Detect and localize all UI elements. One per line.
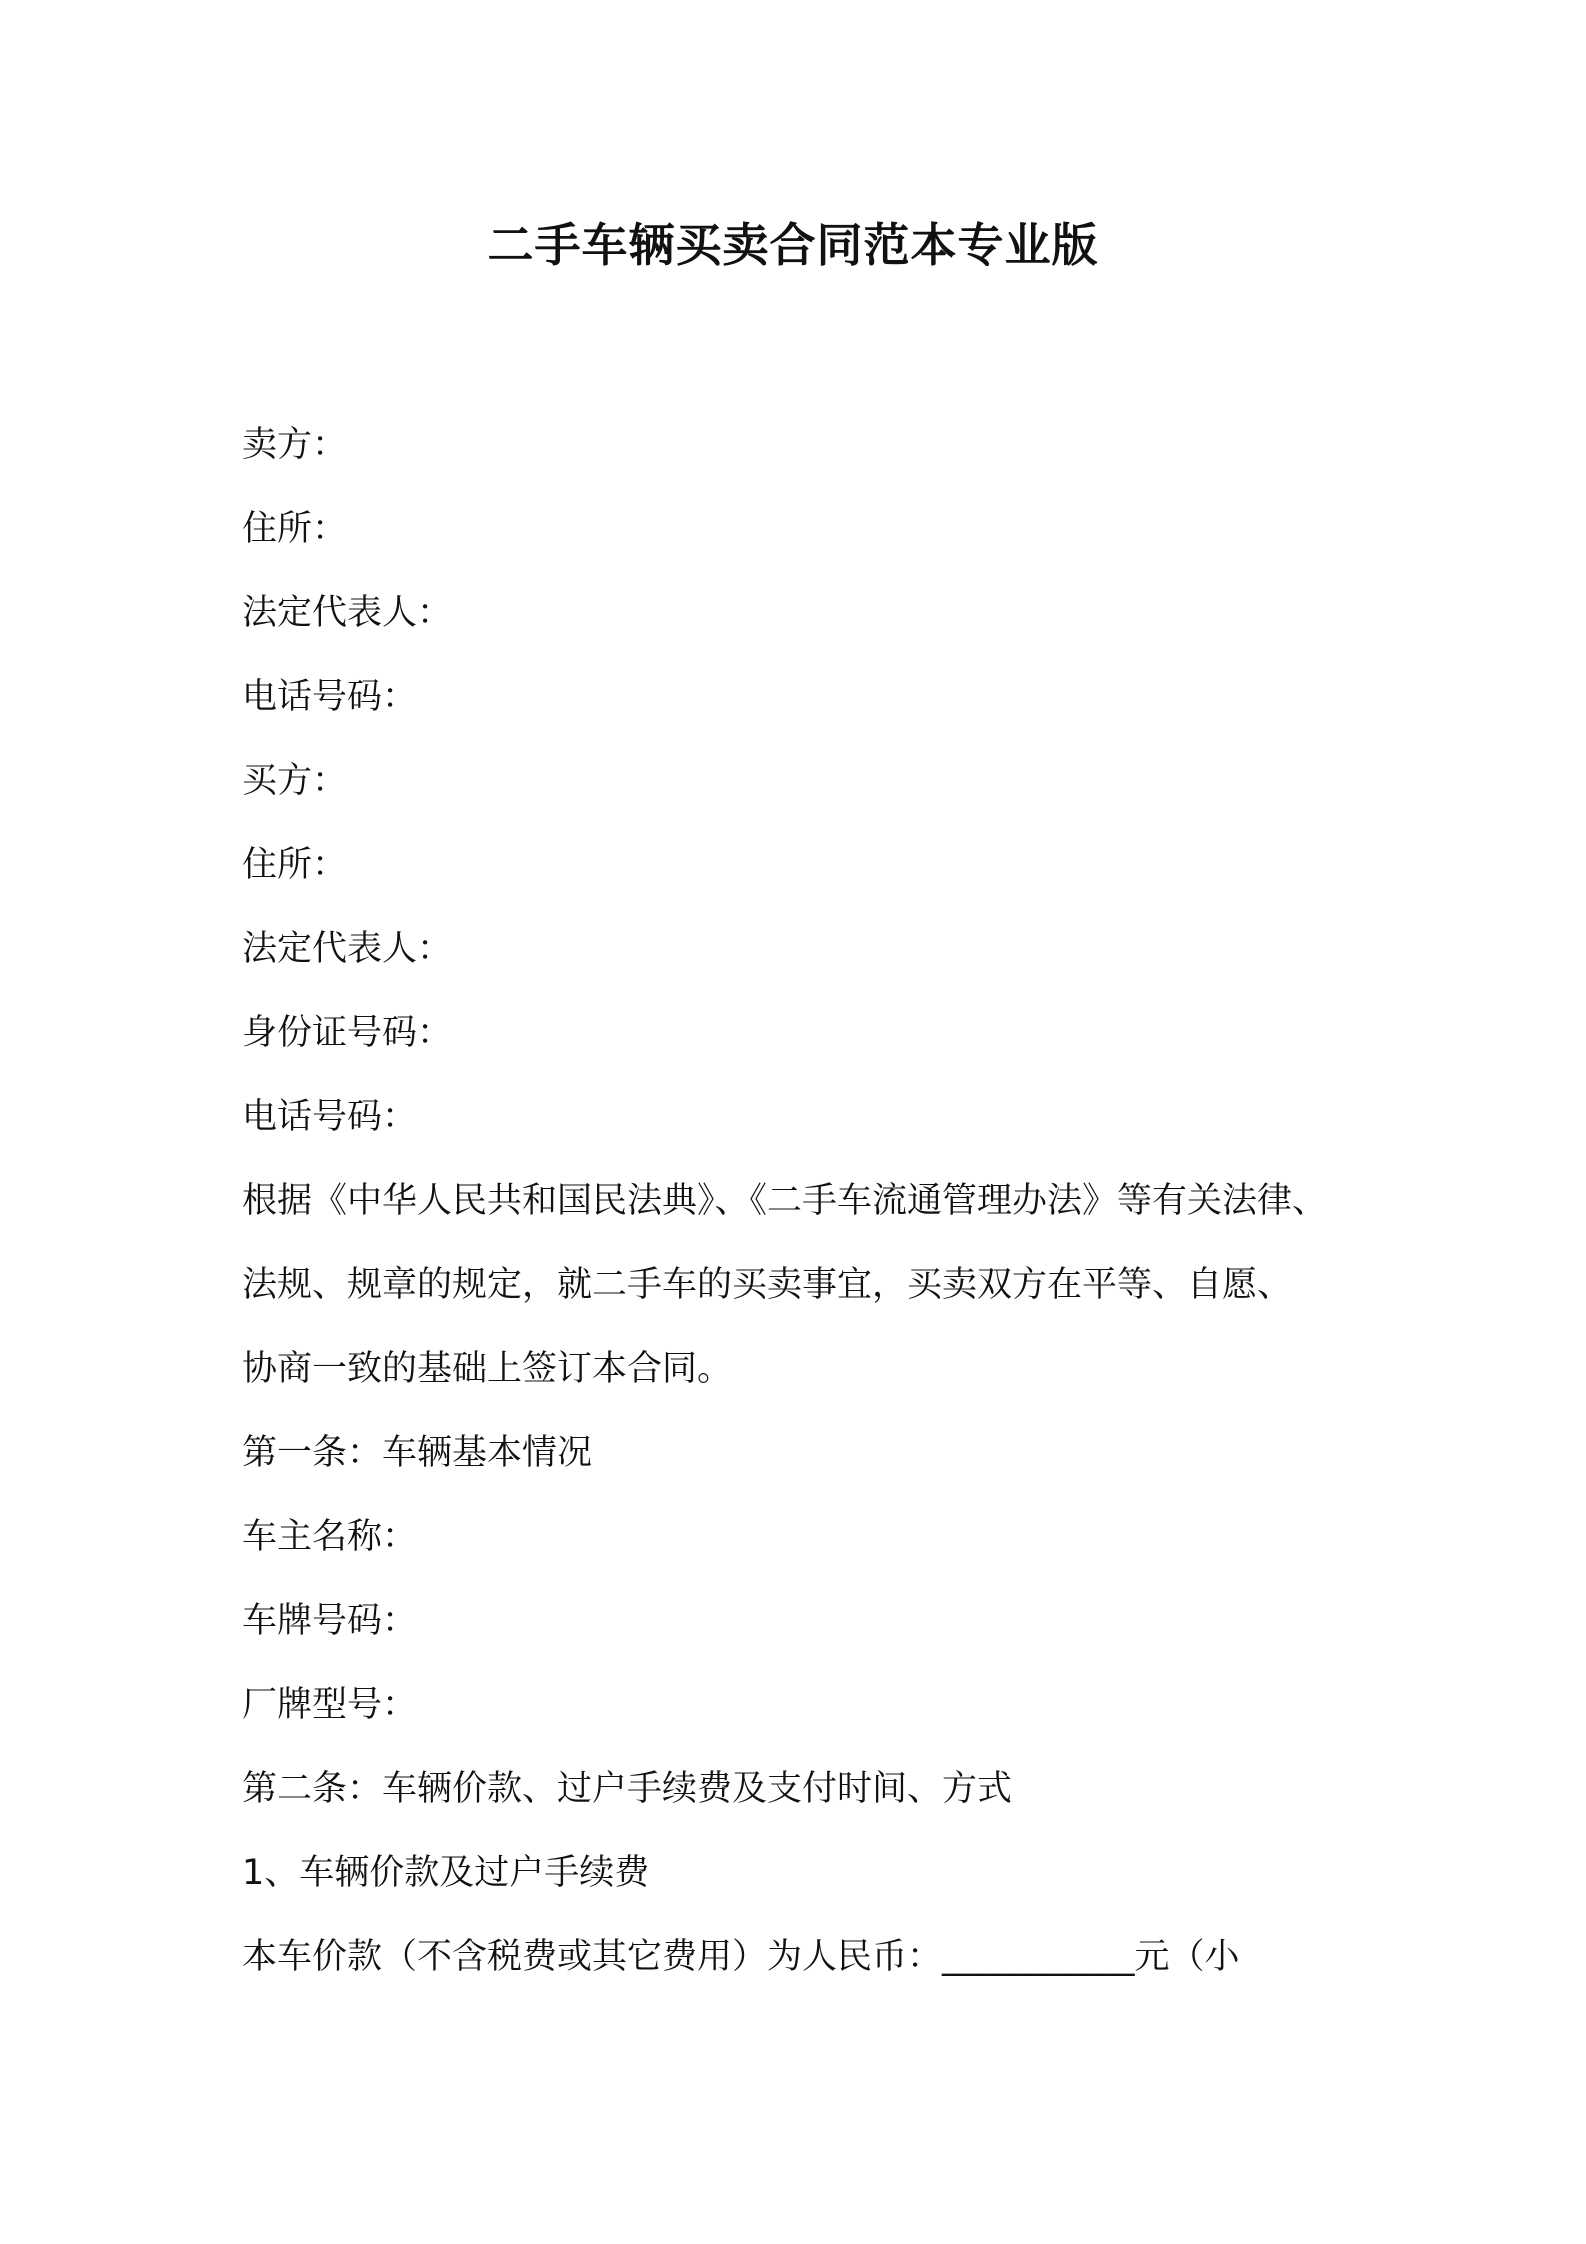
seller-phone-label: 电话号码： xyxy=(242,677,418,717)
seller-label: 卖方： xyxy=(242,425,348,465)
price-and-fees-heading: 1、车辆价款及过户手续费 xyxy=(242,1853,650,1893)
buyer-id-number-label: 身份证号码： xyxy=(242,1013,453,1053)
article-1-heading: 第一条：车辆基本情况 xyxy=(242,1433,593,1473)
vehicle-owner-label: 车主名称： xyxy=(242,1517,418,1557)
buyer-phone-label: 电话号码： xyxy=(242,1097,418,1137)
vehicle-price-line: 本车价款（不含税费或其它费用）为人民币：___________元（小 xyxy=(242,1937,1240,1977)
document-title: 二手车辆买卖合同范本专业版 xyxy=(487,218,1099,272)
buyer-address-label: 住所： xyxy=(242,845,348,885)
legal-basis-line-1: 根据《中华人民共和国民法典》、《二手车流通管理办法》等有关法律、 xyxy=(242,1181,1328,1221)
buyer-label: 买方： xyxy=(242,761,348,801)
seller-address-label: 住所： xyxy=(242,509,348,549)
legal-basis-line-3: 协商一致的基础上签订本合同。 xyxy=(242,1349,733,1389)
document-body xyxy=(242,403,1382,1999)
buyer-legal-representative-label: 法定代表人： xyxy=(242,929,453,969)
seller-legal-representative-label: 法定代表人： xyxy=(242,593,453,633)
legal-basis-line-2: 法规、规章的规定，就二手车的买卖事宜，买卖双方在平等、自愿、 xyxy=(242,1265,1293,1305)
brand-model-label: 厂牌型号： xyxy=(242,1685,418,1725)
article-2-heading: 第二条：车辆价款、过户手续费及支付时间、方式 xyxy=(242,1769,1013,1809)
license-plate-label: 车牌号码： xyxy=(242,1601,418,1641)
